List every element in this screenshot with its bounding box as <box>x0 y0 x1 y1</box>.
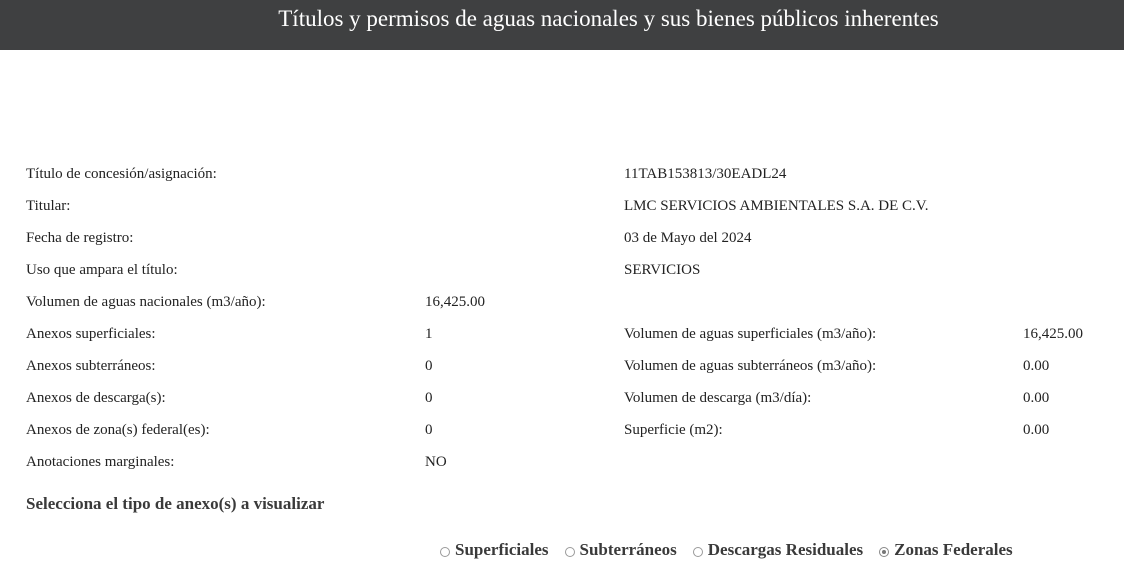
radio-circle-checked-icon[interactable] <box>879 547 889 557</box>
page-title: Títulos y permisos de aguas nacionales y sus bienes públicos inherentes <box>278 6 939 31</box>
anotaciones-label: Anotaciones marginales: <box>26 454 175 470</box>
radio-subterraneos-label[interactable]: Subterráneos <box>579 540 677 559</box>
fecha-label: Fecha de registro: <box>26 230 134 246</box>
anexos-zona-federal-label: Anexos de zona(s) federal(es): <box>26 422 210 438</box>
detail-row-fecha <box>0 228 1124 260</box>
volumen-descarga-value: 0.00 <box>1023 390 1050 406</box>
detail-row-anotaciones <box>0 452 1124 484</box>
radio-descargas-residuales[interactable] <box>693 540 863 560</box>
volumen-superficiales-label: Volumen de aguas superficiales (m3/año): <box>624 326 877 342</box>
detail-row-anexos-superficiales <box>0 324 1124 356</box>
radio-descargas-residuales-label[interactable]: Descargas Residuales <box>707 540 864 559</box>
volumen-subterraneos-label: Volumen de aguas subterráneos (m3/año): <box>624 358 877 374</box>
radio-circle-icon[interactable] <box>440 547 450 557</box>
detail-row-anexos-descarga <box>0 388 1124 420</box>
anotaciones-value: NO <box>425 454 447 470</box>
detail-row-titular <box>0 196 1124 228</box>
anexos-descarga-value: 0 <box>425 390 433 406</box>
radio-zonas-federales[interactable] <box>879 540 1013 560</box>
detail-row-anexos-subterraneos <box>0 356 1124 388</box>
superficie-value: 0.00 <box>1023 422 1050 438</box>
titular-label: Titular: <box>26 198 71 214</box>
titulo-label: Título de concesión/asignación: <box>26 166 217 182</box>
radio-superficiales-label[interactable]: Superficiales <box>455 540 549 559</box>
anexos-descarga-label: Anexos de descarga(s): <box>26 390 166 406</box>
anexos-superficiales-label: Anexos superficiales: <box>26 326 156 342</box>
page-header <box>0 0 1124 50</box>
anexos-zona-federal-value: 0 <box>425 422 433 438</box>
volumen-nacional-value: 16,425.00 <box>425 294 485 310</box>
uso-value: SERVICIOS <box>624 262 701 278</box>
radio-circle-icon[interactable] <box>565 547 575 557</box>
volumen-nacional-label: Volumen de aguas nacionales (m3/año): <box>26 294 266 310</box>
detail-row-uso <box>0 260 1124 292</box>
volumen-descarga-label: Volumen de descarga (m3/día): <box>624 390 812 406</box>
titular-value: LMC SERVICIOS AMBIENTALES S.A. DE C.V. <box>624 198 929 214</box>
annex-type-radio-group <box>440 538 1029 562</box>
radio-superficiales[interactable] <box>440 540 549 560</box>
detail-row-titulo <box>0 164 1124 196</box>
radio-zonas-federales-label[interactable]: Zonas Federales <box>894 540 1013 559</box>
volumen-superficiales-value: 16,425.00 <box>1023 326 1083 342</box>
anexos-superficiales-value: 1 <box>425 326 433 342</box>
anexos-subterraneos-value: 0 <box>425 358 433 374</box>
titulo-value: 11TAB153813/30EADL24 <box>624 166 787 182</box>
detail-row-anexos-zona-federal <box>0 420 1124 452</box>
volumen-subterraneos-value: 0.00 <box>1023 358 1050 374</box>
radio-circle-icon[interactable] <box>693 547 703 557</box>
detail-row-volumen-nacional <box>0 292 1124 324</box>
fecha-value: 03 de Mayo del 2024 <box>624 230 752 246</box>
superficie-label: Superficie (m2): <box>624 422 723 438</box>
annex-selector-title: Selecciona el tipo de anexo(s) a visualizar <box>26 494 325 513</box>
uso-label: Uso que ampara el título: <box>26 262 178 278</box>
anexos-subterraneos-label: Anexos subterráneos: <box>26 358 156 374</box>
radio-subterraneos[interactable] <box>565 540 677 560</box>
